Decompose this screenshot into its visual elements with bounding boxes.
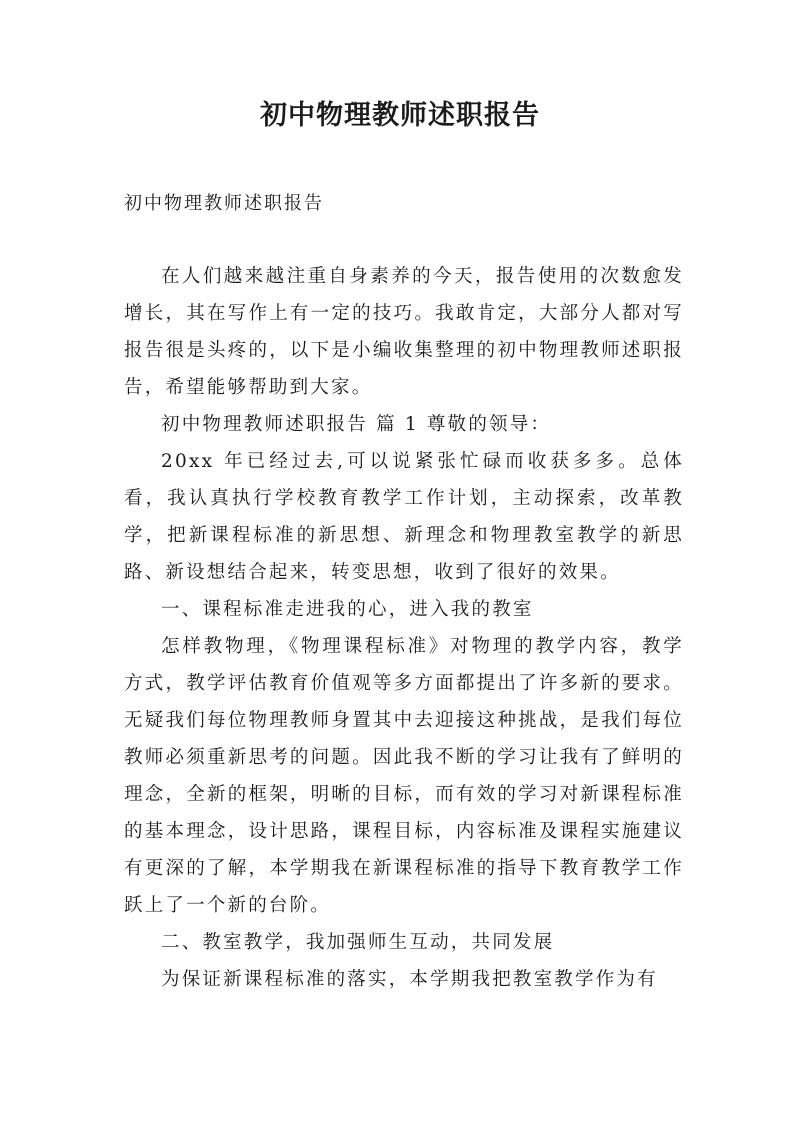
- paragraph-section-2: 为保证新课程标准的落实，本学期我把教室教学作为有: [161, 969, 658, 990]
- document-subtitle: 初中物理教师述职报告: [124, 193, 324, 214]
- paragraph-intro: 在人们越来越注重自身素养的今天，报告使用的次数愈发增长，其在写作上有一定的技巧。我敢肯定，大部分人都对写报告很是头疼的，以下是小编收集整理的初中物理教师述职报告，希望能够帮助到大家。: [124, 266, 684, 398]
- paragraph-section-1: 怎样教物理，《物理课程标准》对物理的教学内容，教学方式，教学评估教育价值观等多方面都提出了许多新的要求。无疑我们每位物理教师身置其中去迎接这种挑战，是我们每位教师必须重新思考的问题。因此我不断的学习让我有了鲜明的理念，全新的框架，明晰的目标，而有效的学习对新课程标准的基本理念，设计思路，课程目标，内容标准及课程实施建议有更深的了解，本学期我在新课程标准的指导下教育教学工作跃上了一个新的台阶。: [124, 636, 684, 916]
- section-heading-2: 二、教室教学，我加强师生互动，共同发展: [161, 932, 555, 953]
- document-body: [124, 258, 684, 998]
- paragraph-salutation: 初中物理教师述职报告 篇 1 尊敬的领导：: [161, 414, 552, 435]
- section-heading-1: 一、课程标准走进我的心，进入我的教室: [161, 599, 534, 620]
- paragraph-overview: 20xx 年已经过去,可以说紧张忙碌而收获多多。总体看，我认真执行学校教育教学工作计划，主动探索，改革教学，把新课程标准的新思想、新理念和物理教室教学的新思路、新设想结合起来，转变思想，收到了很好的效果。: [124, 451, 684, 583]
- document-title: 初中物理教师述职报告: [260, 100, 540, 131]
